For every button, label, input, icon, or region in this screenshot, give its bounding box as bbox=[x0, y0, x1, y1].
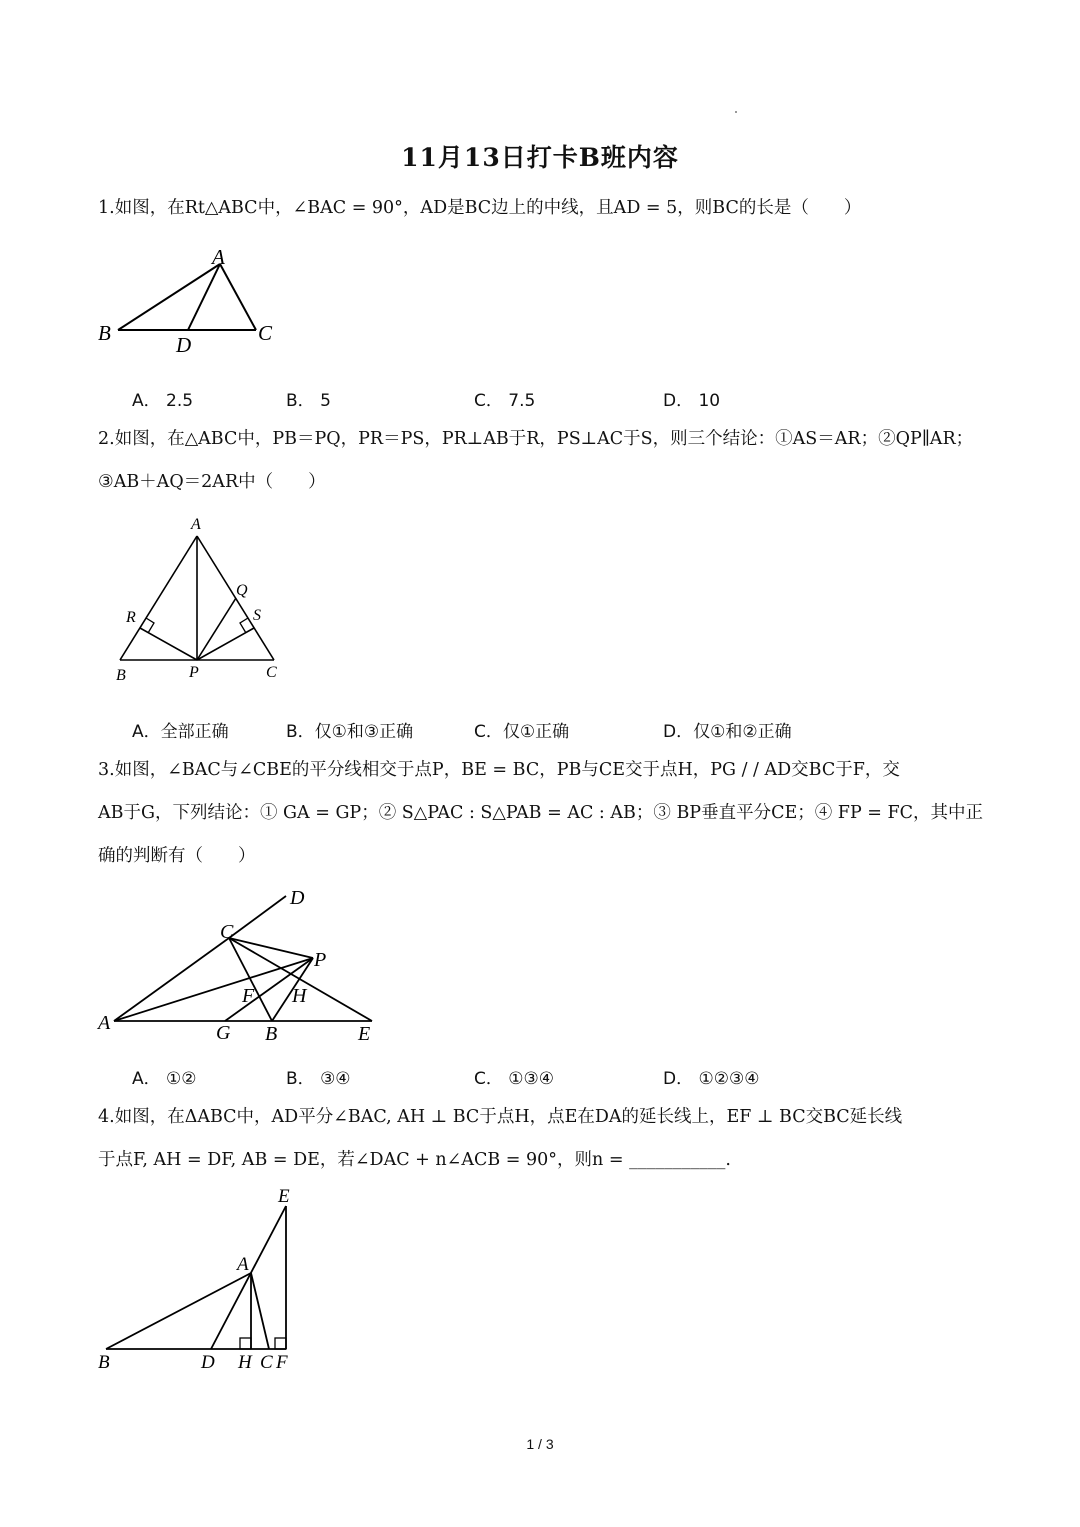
question-4-figure bbox=[94, 1186, 304, 1376]
fig4-label-h: H bbox=[238, 1352, 252, 1373]
question-3-line-1: 3.如图，∠BAC与∠CBE的平分线相交于点P，BE = BC，PB与CE交于点H，PG / / AD交BC于F，交 bbox=[98, 760, 900, 780]
question-1-text: 1.如图，在Rt△ABC中，∠BAC = 90°，AD是BC边上的中线，且AD = 5，则BC的长是（ ） bbox=[98, 198, 862, 218]
fig4-label-b: B bbox=[98, 1352, 110, 1373]
page-number: 1 / 3 bbox=[526, 1436, 554, 1452]
q2-option-a[interactable]: A．全部正确 bbox=[132, 722, 229, 742]
fig2-label-r: R bbox=[126, 609, 136, 626]
fig1-label-b: B bbox=[98, 321, 111, 345]
fig1-label-c: C bbox=[258, 321, 273, 345]
scan-speck bbox=[735, 111, 737, 113]
fig3-label-e: E bbox=[358, 1023, 371, 1045]
fig1-label-d: D bbox=[176, 333, 192, 357]
fig3-label-a: A bbox=[98, 1012, 111, 1034]
fig3-label-p: P bbox=[314, 949, 327, 971]
fig4-label-e: E bbox=[278, 1186, 290, 1207]
q3-option-b[interactable]: B． ③④ bbox=[286, 1069, 351, 1089]
q3-option-a[interactable]: A． ①② bbox=[132, 1069, 197, 1089]
question-4-line-1: 4.如图，在ΔABC中，AD平分∠BAC, AH ⊥ BC于点H，点E在DA的延长线上，EF ⊥ BC交BC延长线 bbox=[98, 1107, 903, 1127]
question-3-figure bbox=[96, 882, 396, 1047]
q2-option-c[interactable]: C．仅①正确 bbox=[474, 722, 570, 742]
fig4-label-c: C bbox=[260, 1352, 273, 1373]
question-3-line-2: AB于G，下列结论：① GA = GP；② S△PAC : S△PAB = AC : AB；③ BP垂直平分CE；④ FP = FC，其中正 bbox=[98, 803, 984, 823]
page-title: 11月13日打卡B班内容 bbox=[401, 143, 679, 172]
fig3-label-h: H bbox=[292, 985, 307, 1007]
question-4-line-2: 于点F, AH = DF, AB = DE，若∠DAC + n∠ACB = 90°，则n = ___________. bbox=[98, 1150, 731, 1170]
q2-option-d[interactable]: D．仅①和②正确 bbox=[663, 722, 792, 742]
q1-option-a[interactable]: A． 2.5 bbox=[132, 391, 194, 411]
fig3-label-d: D bbox=[290, 887, 305, 909]
fig2-label-q: Q bbox=[236, 582, 248, 599]
fig4-label-f: F bbox=[276, 1352, 288, 1373]
question-1-figure bbox=[96, 242, 286, 357]
question-2-line-1: 2.如图，在△ABC中，PB＝PQ，PR＝PS，PR⊥AB于R，PS⊥AC于S，则三个结论：①AS＝AR；②QP∥AR； bbox=[98, 429, 974, 449]
fig1-label-a: A bbox=[212, 245, 225, 269]
question-2-line-2: ③AB＋AQ＝2AR中（ ） bbox=[98, 472, 326, 492]
question-2-figure bbox=[108, 512, 288, 687]
fig3-label-b: B bbox=[265, 1023, 278, 1045]
q3-option-c[interactable]: C． ①③④ bbox=[474, 1069, 554, 1089]
q2-option-b[interactable]: B．仅①和③正确 bbox=[286, 722, 414, 742]
fig2-label-c: C bbox=[266, 664, 277, 681]
q1-option-d[interactable]: D． 10 bbox=[663, 391, 721, 411]
fig2-label-a: A bbox=[191, 516, 201, 533]
fig2-label-b: B bbox=[116, 667, 126, 684]
fig2-label-s: S bbox=[253, 607, 261, 624]
fig3-label-c: C bbox=[220, 921, 234, 943]
q1-option-c[interactable]: C． 7.5 bbox=[474, 391, 536, 411]
q3-option-d[interactable]: D． ①②③④ bbox=[663, 1069, 760, 1089]
fig4-label-a: A bbox=[237, 1254, 249, 1275]
question-3-line-3: 确的判断有（ ） bbox=[98, 846, 256, 866]
fig4-label-d: D bbox=[201, 1352, 215, 1373]
q1-option-b[interactable]: B． 5 bbox=[286, 391, 331, 411]
fig3-label-g: G bbox=[216, 1022, 231, 1044]
fig2-label-p: P bbox=[189, 664, 199, 681]
fig3-label-f: F bbox=[242, 985, 255, 1007]
